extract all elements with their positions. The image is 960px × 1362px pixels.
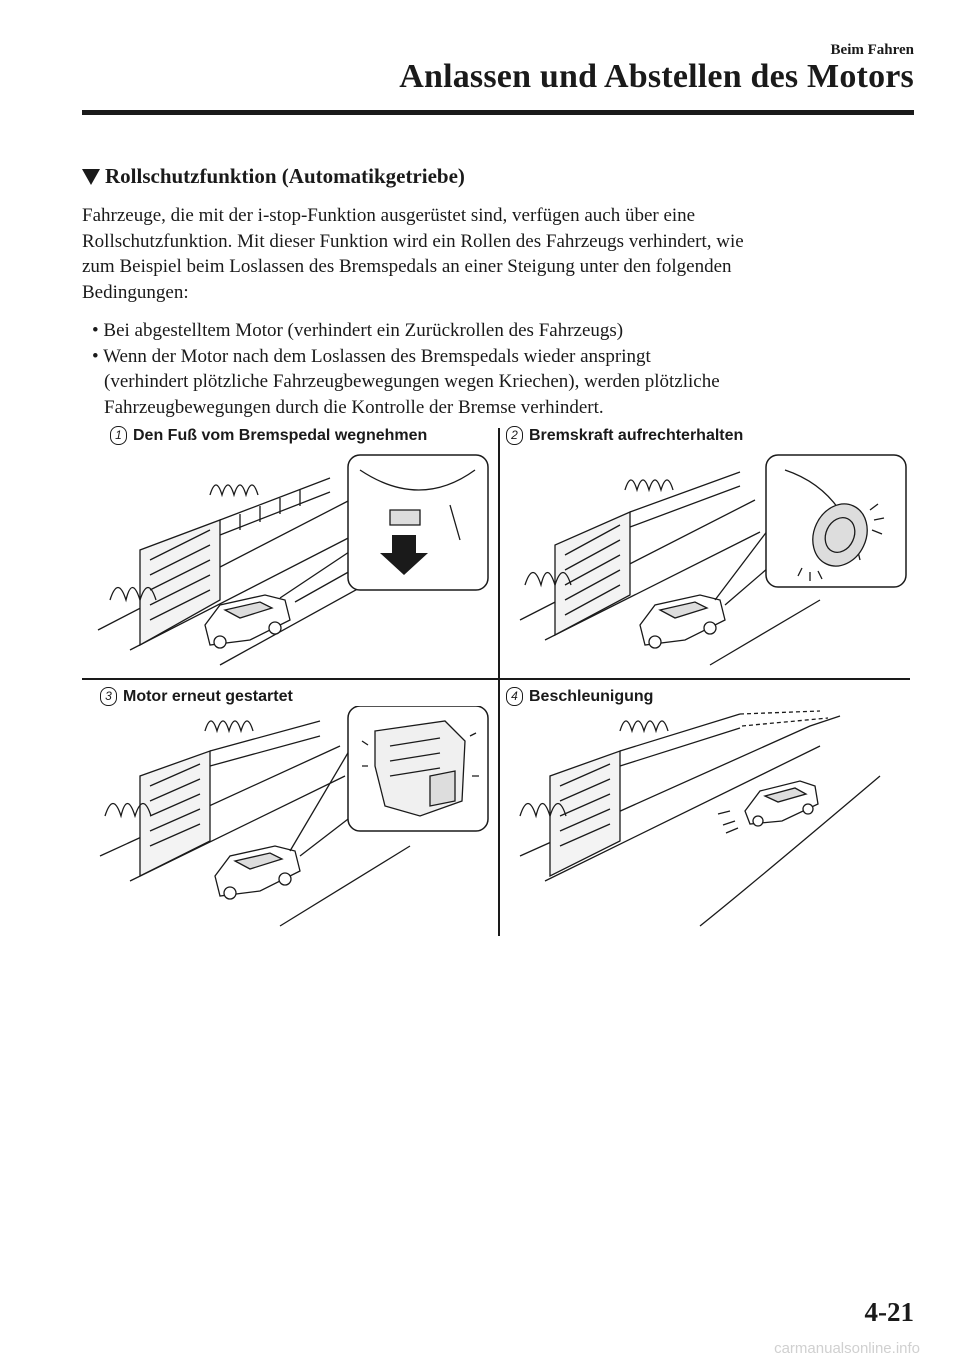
- chapter-label: Beim Fahren: [830, 42, 914, 58]
- paragraph-line: Fahrzeuge, die mit der i-stop-Funktion ausgerüstet sind, verfügen auch über eine: [82, 205, 696, 226]
- bullet-item-continuation: Fahrzeugbewegungen durch die Kontrolle der Bremse verhindert.: [104, 396, 604, 418]
- paragraph-line: Bedingungen:: [82, 281, 189, 303]
- illustration-brake-release: [90, 450, 495, 670]
- caption-text: Den Fuß vom Bremspedal wegnehmen: [133, 426, 428, 444]
- step-number: 4: [506, 687, 523, 706]
- caption-text: Beschleunigung: [529, 687, 654, 705]
- bullet-list: [92, 318, 882, 420]
- caption-text: Motor erneut gestartet: [123, 687, 293, 705]
- illustration-engine-restart: [90, 706, 495, 931]
- section-heading-text: Rollschutzfunktion (Automatikgetriebe): [105, 164, 465, 188]
- car-icon: [205, 595, 290, 648]
- page-title: Anlassen und Abstellen des Motors: [399, 58, 914, 95]
- grid-horizontal-divider: [82, 678, 910, 680]
- step-number: 1: [110, 426, 127, 445]
- title-rule: [82, 110, 914, 115]
- bullet-item: • Wenn der Motor nach dem Loslassen des Bremspedals wieder anspringt: [92, 345, 651, 367]
- intro-paragraph: [82, 203, 882, 305]
- step-number: 3: [100, 687, 117, 706]
- car-icon: [640, 595, 725, 648]
- caption-3: [100, 687, 293, 706]
- step-number: 2: [506, 426, 523, 445]
- triangle-bullet-icon: [82, 169, 100, 185]
- paragraph-line: Rollschutzfunktion. Mit dieser Funktion wird ein Rollen des Fahrzeugs verhindert, wie: [82, 230, 744, 252]
- bullet-item-continuation: (verhindert plötzliche Fahrzeugbewegungen wegen Kriechen), werden plötzliche: [104, 371, 720, 392]
- caption-1: [110, 426, 427, 445]
- grid-vertical-divider: [498, 428, 500, 936]
- page-number: 4-21: [864, 1297, 914, 1327]
- bullet-item: • Bei abgestelltem Motor (verhindert ein Zurückrollen des Fahrzeugs): [92, 320, 624, 341]
- caption-text: Bremskraft aufrechterhalten: [529, 426, 744, 444]
- car-icon: [215, 846, 300, 899]
- paragraph-line: zum Beispiel beim Loslassen des Bremspedals an einer Steigung unter den folgenden: [82, 256, 732, 277]
- section-heading: [82, 164, 465, 189]
- illustration-acceleration: [510, 706, 910, 931]
- caption-4: [506, 687, 653, 706]
- caption-2: [506, 426, 743, 445]
- watermark: carmanualsonline.info: [774, 1340, 920, 1357]
- illustration-brake-hold: [510, 450, 910, 670]
